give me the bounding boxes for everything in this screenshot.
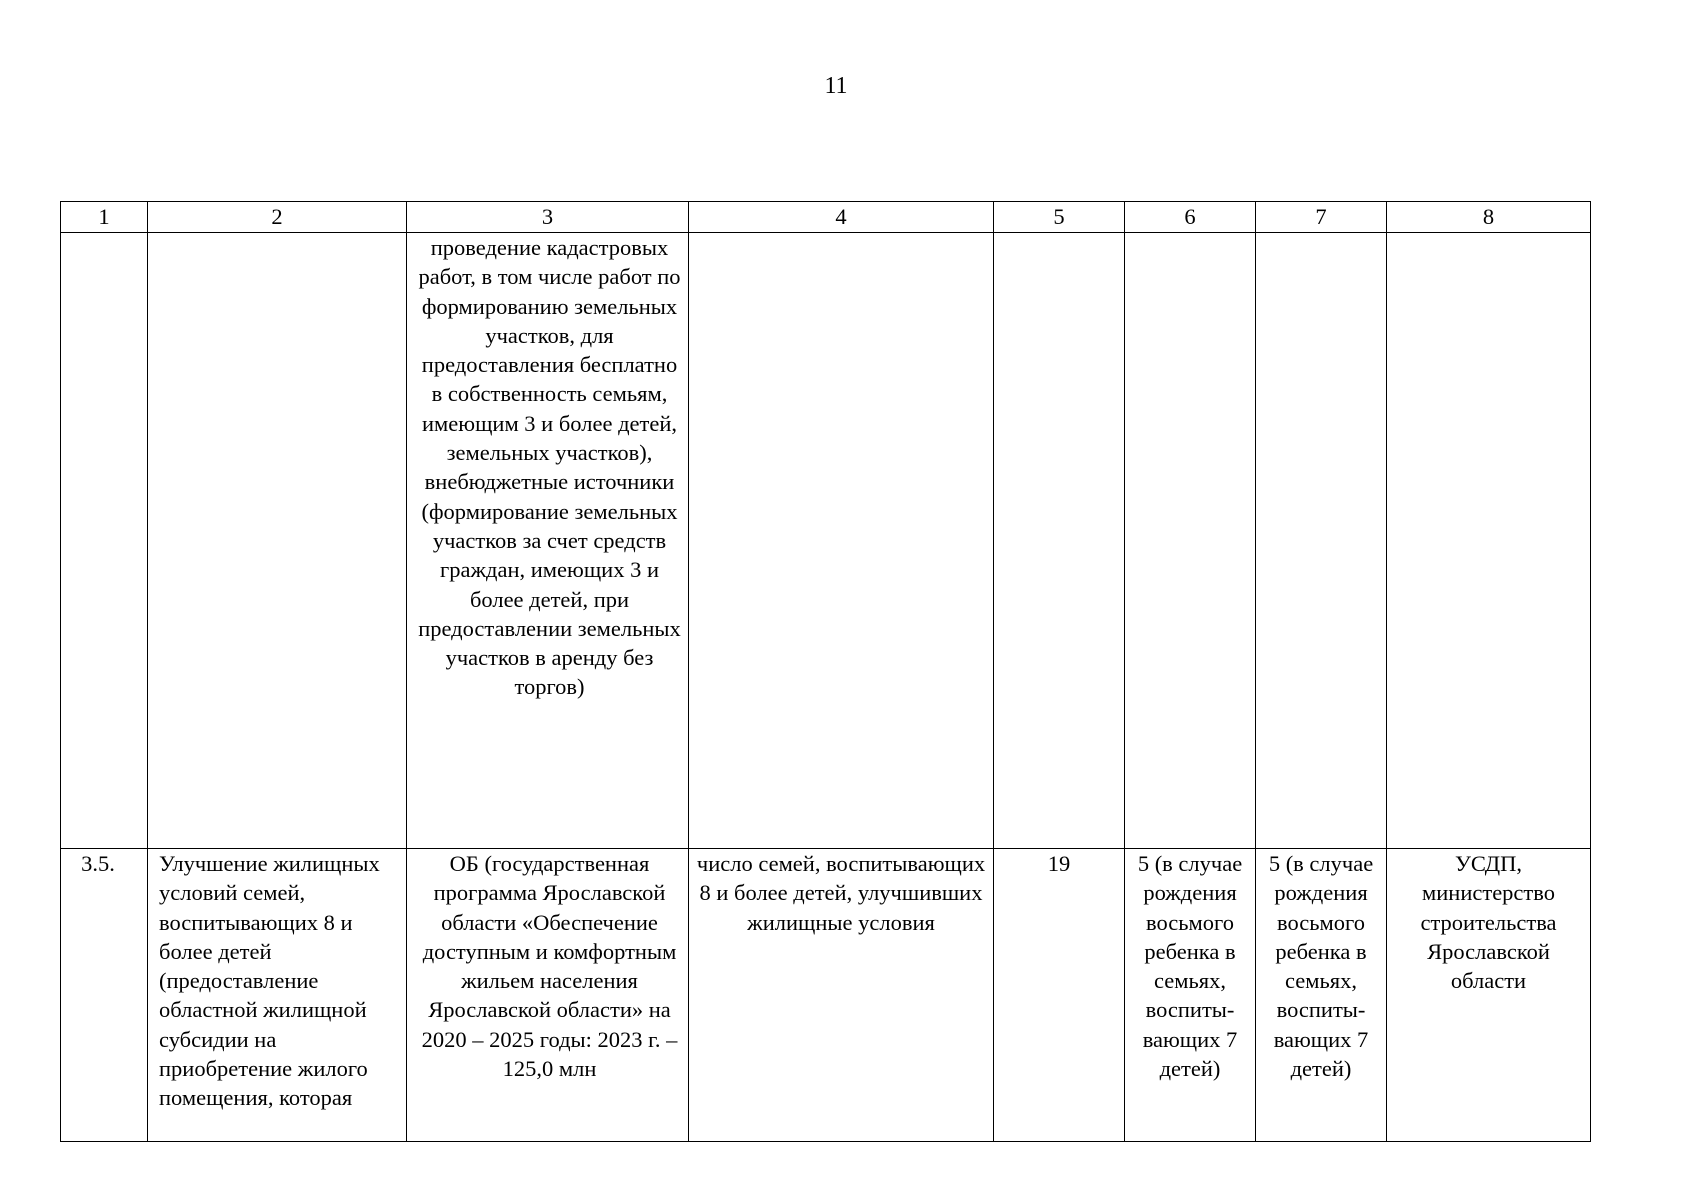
- row1-cell-5: [994, 233, 1125, 849]
- document-table: [60, 201, 1591, 1142]
- row2-funding-source: ОБ (государственная программа Ярославской области «Обеспечение доступным и комфортным жильем населения Ярославской области» на 2020 – 2025 годы: 2023 г. – 125,0 млн: [407, 849, 689, 1142]
- row1-cell-4: [689, 233, 994, 849]
- row2-value-7: 5 (в случае рождения восьмого ребенка в семьях, воспиты-вающих 7 детей): [1256, 849, 1387, 1142]
- column-header-4: 4: [689, 202, 994, 233]
- row1-cell-2: [148, 233, 407, 849]
- column-header-2: 2: [148, 202, 407, 233]
- row1-cell-6: [1125, 233, 1256, 849]
- row1-cell-8: [1387, 233, 1591, 849]
- row2-measure-description: Улучшение жилищных условий семей, воспитывающих 8 и более детей (предоставление областной жилищной субсидии на приобретение жилого помещения, которая: [148, 849, 407, 1142]
- row2-item-number: 3.5.: [61, 849, 148, 1142]
- column-header-5: 5: [994, 202, 1125, 233]
- row1-cell-7: [1256, 233, 1387, 849]
- row2-indicator: число семей, воспитывающих 8 и более детей, улучшивших жилищные условия: [689, 849, 994, 1142]
- column-header-8: 8: [1387, 202, 1591, 233]
- page-number: 11: [824, 73, 848, 99]
- table-row: [61, 849, 1591, 1142]
- row1-cell-1: [61, 233, 148, 849]
- table-header-row: [61, 202, 1591, 233]
- row1-cell-3-funding-continued: проведение кадастровых работ, в том числе работ по формированию земельных участков, для предоставления бесплатно в собственность семьям, имеющим 3 и более детей, земельных участков), внебюджетные источники (формирование земельных участков за счет средств граждан, имеющих 3 и более детей, при предоставлении земельных участков в аренду без торгов): [407, 233, 689, 849]
- row2-value-6: 5 (в случае рождения восьмого ребенка в семьях, воспиты-вающих 7 детей): [1125, 849, 1256, 1142]
- column-header-3: 3: [407, 202, 689, 233]
- row2-value-5: 19: [994, 849, 1125, 1142]
- row2-responsible: УСДП, министерство строительства Ярославской области: [1387, 849, 1591, 1142]
- table-row: [61, 233, 1591, 849]
- column-header-6: 6: [1125, 202, 1256, 233]
- column-header-7: 7: [1256, 202, 1387, 233]
- column-header-1: 1: [61, 202, 148, 233]
